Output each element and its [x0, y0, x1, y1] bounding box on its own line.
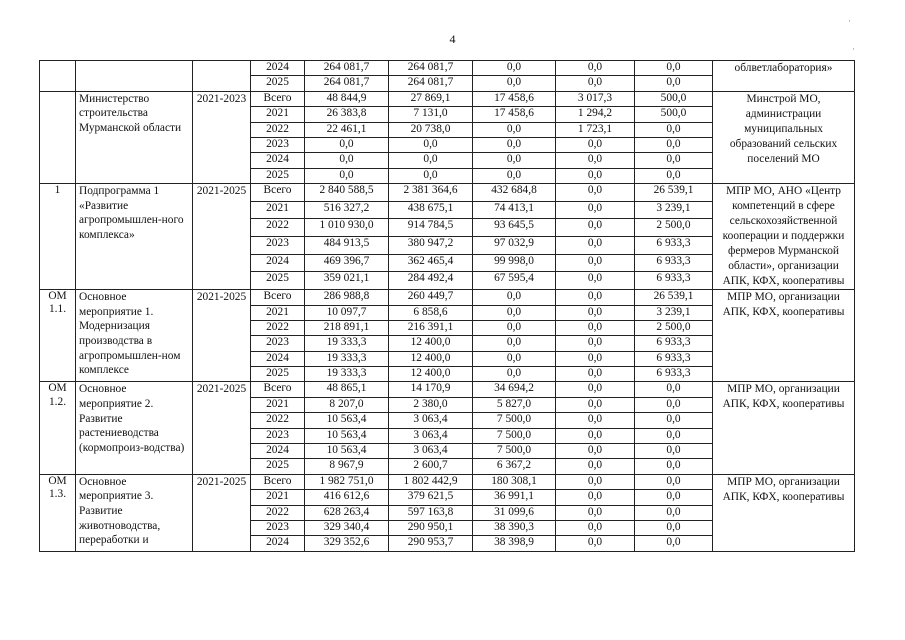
amount-cell: 0,0 [556, 520, 635, 535]
amount-cell: 914 784,5 [389, 219, 473, 237]
year-cell: Всего [251, 184, 305, 202]
row-period: 2021-2025 [193, 290, 251, 382]
amount-cell: 0,0 [635, 428, 713, 443]
year-cell: Всего [251, 290, 305, 305]
amount-cell: 0,0 [473, 336, 556, 351]
amount-cell: 416 612,6 [305, 490, 389, 505]
year-cell: Всего [251, 474, 305, 489]
row-name: Министерство строительства Мурманской области [76, 91, 193, 183]
row-period: 2021-2025 [193, 382, 251, 474]
amount-cell: 0,0 [556, 382, 635, 397]
amount-cell: 10 563,4 [305, 428, 389, 443]
row-number: 1 [40, 184, 76, 290]
amount-cell: 6 367,2 [473, 459, 556, 474]
amount-cell: 329 340,4 [305, 520, 389, 535]
amount-cell: 6 933,3 [635, 254, 713, 272]
amount-cell: 0,0 [635, 168, 713, 183]
amount-cell: 380 947,2 [389, 237, 473, 255]
amount-cell: 1 982 751,0 [305, 474, 389, 489]
amount-cell: 264 081,7 [389, 76, 473, 91]
amount-cell: 0,0 [556, 474, 635, 489]
year-cell: 2023 [251, 336, 305, 351]
amount-cell: 264 081,7 [389, 61, 473, 76]
amount-cell: 484 913,5 [305, 237, 389, 255]
amount-cell: 0,0 [389, 153, 473, 168]
row-period: 2021-2025 [193, 184, 251, 290]
row-name: Подпрограмма 1 «Развитие агропромышлен-ного комплекса» [76, 184, 193, 290]
amount-cell: 1 723,1 [556, 122, 635, 137]
year-cell: 2024 [251, 351, 305, 366]
amount-cell: 0,0 [556, 397, 635, 412]
amount-cell: 12 400,0 [389, 336, 473, 351]
amount-cell: 10 563,4 [305, 413, 389, 428]
amount-cell: 36 991,1 [473, 490, 556, 505]
amount-cell: 0,0 [473, 153, 556, 168]
amount-cell: 500,0 [635, 107, 713, 122]
amount-cell: 260 449,7 [389, 290, 473, 305]
amount-cell: 31 099,6 [473, 505, 556, 520]
amount-cell: 2 840 588,5 [305, 184, 389, 202]
amount-cell: 0,0 [473, 351, 556, 366]
amount-cell: 359 021,1 [305, 272, 389, 290]
amount-cell: 0,0 [635, 61, 713, 76]
amount-cell: 329 352,6 [305, 536, 389, 551]
amount-cell: 3 063,4 [389, 413, 473, 428]
amount-cell: 0,0 [556, 237, 635, 255]
amount-cell: 6 858,6 [389, 305, 473, 320]
table-row [40, 382, 855, 397]
amount-cell: 286 988,8 [305, 290, 389, 305]
amount-cell: 0,0 [635, 76, 713, 91]
amount-cell: 19 333,3 [305, 336, 389, 351]
year-cell: Всего [251, 382, 305, 397]
responsible-executor: облветлаборатория» [713, 61, 855, 92]
amount-cell: 284 492,4 [389, 272, 473, 290]
amount-cell: 379 621,5 [389, 490, 473, 505]
amount-cell: 2 381 364,6 [389, 184, 473, 202]
amount-cell: 0,0 [635, 137, 713, 152]
responsible-executor: МПР МО, организации АПК, КФХ, кооперативы [713, 290, 855, 382]
amount-cell: 2 600,7 [389, 459, 473, 474]
amount-cell: 3 063,4 [389, 444, 473, 459]
amount-cell: 0,0 [635, 474, 713, 489]
amount-cell: 7 500,0 [473, 444, 556, 459]
amount-cell: 48 865,1 [305, 382, 389, 397]
amount-cell: 290 953,7 [389, 536, 473, 551]
year-cell: 2025 [251, 459, 305, 474]
year-cell: 2021 [251, 201, 305, 219]
amount-cell: 19 333,3 [305, 351, 389, 366]
amount-cell: 1 294,2 [556, 107, 635, 122]
amount-cell: 6 933,3 [635, 351, 713, 366]
row-number: ОМ 1.2. [40, 382, 76, 474]
amount-cell: 0,0 [635, 122, 713, 137]
amount-cell: 93 645,5 [473, 219, 556, 237]
responsible-executor: МПР МО, АНО «Центр компетенций в сфере сельскохозяйственной кооперации и поддержки фермеров Мурманской области», организации АПК, КФХ, кооперативы [713, 184, 855, 290]
year-cell: Всего [251, 91, 305, 106]
amount-cell: 264 081,7 [305, 76, 389, 91]
amount-cell: 0,0 [473, 122, 556, 137]
table-row [40, 474, 855, 489]
row-name [76, 61, 193, 92]
amount-cell: 26 383,8 [305, 107, 389, 122]
year-cell: 2022 [251, 413, 305, 428]
amount-cell: 8 967,9 [305, 459, 389, 474]
amount-cell: 17 458,6 [473, 91, 556, 106]
amount-cell: 0,0 [473, 137, 556, 152]
year-cell: 2024 [251, 61, 305, 76]
amount-cell: 500,0 [635, 91, 713, 106]
amount-cell: 38 398,9 [473, 536, 556, 551]
page-number: 4 [449, 32, 456, 46]
table-row [40, 290, 855, 305]
amount-cell: 0,0 [556, 305, 635, 320]
amount-cell: 0,0 [473, 168, 556, 183]
row-number [40, 61, 76, 92]
year-cell: 2025 [251, 76, 305, 91]
amount-cell: 99 998,0 [473, 254, 556, 272]
table-body [40, 61, 855, 552]
amount-cell: 0,0 [556, 459, 635, 474]
amount-cell: 290 950,1 [389, 520, 473, 535]
year-cell: 2024 [251, 536, 305, 551]
responsible-executor: МПР МО, организации АПК, КФХ, кооперативы [713, 474, 855, 551]
responsible-executor: Минстрой МО, администрации муниципальных образований сельских поселений МО [713, 91, 855, 183]
amount-cell: 3 239,1 [635, 201, 713, 219]
year-cell: 2021 [251, 397, 305, 412]
amount-cell: 0,0 [556, 336, 635, 351]
amount-cell: 0,0 [556, 168, 635, 183]
amount-cell: 216 391,1 [389, 320, 473, 335]
amount-cell: 628 263,4 [305, 505, 389, 520]
amount-cell: 0,0 [635, 490, 713, 505]
year-cell: 2022 [251, 505, 305, 520]
row-number: ОМ 1.3. [40, 474, 76, 551]
row-period: 2021-2025 [193, 474, 251, 551]
amount-cell: 17 458,6 [473, 107, 556, 122]
year-cell: 2023 [251, 237, 305, 255]
amount-cell: 0,0 [556, 505, 635, 520]
amount-cell: 0,0 [473, 367, 556, 382]
amount-cell: 0,0 [556, 444, 635, 459]
year-cell: 2024 [251, 444, 305, 459]
amount-cell: 0,0 [556, 254, 635, 272]
year-cell: 2025 [251, 367, 305, 382]
table-row [40, 61, 855, 76]
amount-cell: 1 010 930,0 [305, 219, 389, 237]
amount-cell: 3 239,1 [635, 305, 713, 320]
amount-cell: 0,0 [556, 137, 635, 152]
year-cell: 2023 [251, 428, 305, 443]
amount-cell: 0,0 [473, 76, 556, 91]
financing-table [39, 60, 855, 552]
amount-cell: 0,0 [556, 184, 635, 202]
amount-cell: 6 933,3 [635, 336, 713, 351]
amount-cell: 12 400,0 [389, 351, 473, 366]
amount-cell: 0,0 [389, 168, 473, 183]
year-cell: 2021 [251, 107, 305, 122]
amount-cell: 3 063,4 [389, 428, 473, 443]
amount-cell: 0,0 [556, 61, 635, 76]
amount-cell: 0,0 [473, 61, 556, 76]
amount-cell: 0,0 [635, 505, 713, 520]
year-cell: 2022 [251, 122, 305, 137]
amount-cell: 0,0 [635, 413, 713, 428]
row-name: Основное мероприятие 1. Модернизация производства в агропромышлен-ном комплексе [76, 290, 193, 382]
amount-cell: 12 400,0 [389, 367, 473, 382]
amount-cell: 10 097,7 [305, 305, 389, 320]
amount-cell: 180 308,1 [473, 474, 556, 489]
amount-cell: 469 396,7 [305, 254, 389, 272]
year-cell: 2022 [251, 320, 305, 335]
amount-cell: 0,0 [473, 290, 556, 305]
amount-cell: 0,0 [556, 153, 635, 168]
year-cell: 2021 [251, 490, 305, 505]
amount-cell: 19 333,3 [305, 367, 389, 382]
amount-cell: 34 694,2 [473, 382, 556, 397]
amount-cell: 1 802 442,9 [389, 474, 473, 489]
amount-cell: 0,0 [556, 536, 635, 551]
amount-cell: 264 081,7 [305, 61, 389, 76]
amount-cell: 7 500,0 [473, 413, 556, 428]
amount-cell: 7 131,0 [389, 107, 473, 122]
year-cell: 2024 [251, 153, 305, 168]
amount-cell: 0,0 [556, 490, 635, 505]
amount-cell: 0,0 [305, 153, 389, 168]
year-cell: 2025 [251, 272, 305, 290]
row-number: ОМ 1.1. [40, 290, 76, 382]
amount-cell: 218 891,1 [305, 320, 389, 335]
amount-cell: 438 675,1 [389, 201, 473, 219]
amount-cell: 6 933,3 [635, 367, 713, 382]
amount-cell: 597 163,8 [389, 505, 473, 520]
amount-cell: 0,0 [556, 413, 635, 428]
amount-cell: 516 327,2 [305, 201, 389, 219]
table-row [40, 184, 855, 202]
scan-speck: · [848, 16, 851, 26]
amount-cell: 74 413,1 [473, 201, 556, 219]
amount-cell: 22 461,1 [305, 122, 389, 137]
row-period: 2021-2023 [193, 91, 251, 183]
year-cell: 2025 [251, 168, 305, 183]
amount-cell: 8 207,0 [305, 397, 389, 412]
year-cell: 2024 [251, 254, 305, 272]
scan-speck: · [852, 44, 855, 54]
amount-cell: 2 500,0 [635, 320, 713, 335]
amount-cell: 26 539,1 [635, 184, 713, 202]
row-name: Основное мероприятие 2. Развитие растениеводства (кормопроиз-водства) [76, 382, 193, 474]
amount-cell: 10 563,4 [305, 444, 389, 459]
amount-cell: 3 017,3 [556, 91, 635, 106]
amount-cell: 0,0 [635, 459, 713, 474]
amount-cell: 0,0 [556, 272, 635, 290]
year-cell: 2023 [251, 520, 305, 535]
year-cell: 2022 [251, 219, 305, 237]
year-cell: 2023 [251, 137, 305, 152]
amount-cell: 6 933,3 [635, 237, 713, 255]
amount-cell: 0,0 [556, 219, 635, 237]
amount-cell: 2 500,0 [635, 219, 713, 237]
amount-cell: 6 933,3 [635, 272, 713, 290]
responsible-executor: МПР МО, организации АПК, КФХ, кооперативы [713, 382, 855, 474]
row-number [40, 91, 76, 183]
amount-cell: 20 738,0 [389, 122, 473, 137]
year-cell: 2021 [251, 305, 305, 320]
table-row [40, 91, 855, 106]
amount-cell: 27 869,1 [389, 91, 473, 106]
row-period [193, 61, 251, 92]
amount-cell: 97 032,9 [473, 237, 556, 255]
amount-cell: 0,0 [556, 201, 635, 219]
amount-cell: 2 380,0 [389, 397, 473, 412]
amount-cell: 0,0 [556, 367, 635, 382]
amount-cell: 38 390,3 [473, 520, 556, 535]
amount-cell: 0,0 [635, 444, 713, 459]
amount-cell: 0,0 [473, 305, 556, 320]
amount-cell: 7 500,0 [473, 428, 556, 443]
amount-cell: 67 595,4 [473, 272, 556, 290]
amount-cell: 0,0 [556, 290, 635, 305]
amount-cell: 0,0 [635, 153, 713, 168]
amount-cell: 0,0 [305, 168, 389, 183]
amount-cell: 362 465,4 [389, 254, 473, 272]
amount-cell: 0,0 [556, 320, 635, 335]
amount-cell: 0,0 [635, 520, 713, 535]
amount-cell: 26 539,1 [635, 290, 713, 305]
amount-cell: 5 827,0 [473, 397, 556, 412]
amount-cell: 48 844,9 [305, 91, 389, 106]
amount-cell: 0,0 [389, 137, 473, 152]
amount-cell: 14 170,9 [389, 382, 473, 397]
amount-cell: 0,0 [473, 320, 556, 335]
amount-cell: 0,0 [556, 351, 635, 366]
amount-cell: 432 684,8 [473, 184, 556, 202]
amount-cell: 0,0 [305, 137, 389, 152]
amount-cell: 0,0 [635, 382, 713, 397]
amount-cell: 0,0 [635, 397, 713, 412]
row-name: Основное мероприятие 3. Развитие животноводства, переработки и [76, 474, 193, 551]
amount-cell: 0,0 [556, 76, 635, 91]
amount-cell: 0,0 [556, 428, 635, 443]
amount-cell: 0,0 [635, 536, 713, 551]
